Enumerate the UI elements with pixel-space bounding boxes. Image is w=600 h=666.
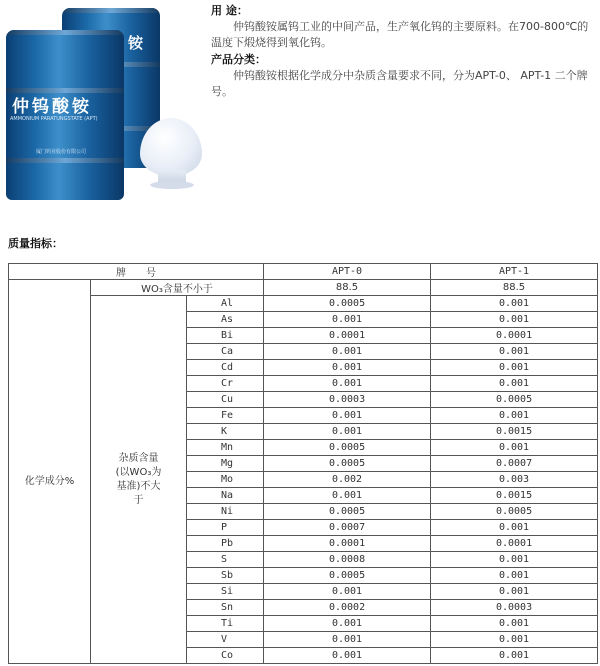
element-symbol: Mn	[187, 440, 264, 456]
element-symbol: Cd	[187, 360, 264, 376]
element-symbol: Ca	[187, 344, 264, 360]
apt0-value: 0.001	[264, 488, 431, 504]
element-symbol: S	[187, 552, 264, 568]
apt0-value: 0.0002	[264, 600, 431, 616]
apt0-value: 0.001	[264, 424, 431, 440]
element-symbol: As	[187, 312, 264, 328]
element-symbol: Ti	[187, 616, 264, 632]
element-symbol: Bi	[187, 328, 264, 344]
apt1-value: 0.001	[431, 616, 598, 632]
apt1-value: 0.001	[431, 296, 598, 312]
apt0-value: 0.001	[264, 312, 431, 328]
apt1-value: 0.0005	[431, 504, 598, 520]
apt1-value: 0.001	[431, 584, 598, 600]
wo3-apt0: 88.5	[264, 280, 431, 296]
wo3-row	[9, 280, 598, 296]
apt0-value: 0.0008	[264, 552, 431, 568]
apt1-value: 0.0015	[431, 424, 598, 440]
element-symbol: Na	[187, 488, 264, 504]
apt1-value: 0.001	[431, 312, 598, 328]
apt1-value: 0.001	[431, 632, 598, 648]
apt0-value: 0.0007	[264, 520, 431, 536]
powder-sample	[140, 118, 202, 176]
apt1-value: 0.001	[431, 408, 598, 424]
grade-header: 牌 号	[9, 264, 264, 280]
element-symbol: Al	[187, 296, 264, 312]
apt0-value: 0.0003	[264, 392, 431, 408]
wo3-apt1: 88.5	[431, 280, 598, 296]
barrel-english: AMMONIUM PARATUNGSTATE (APT)	[10, 116, 98, 122]
barrel-label: 仲钨酸铵	[12, 97, 92, 117]
apt0-value: 0.001	[264, 632, 431, 648]
quality-title: 质量指标：	[8, 237, 63, 250]
apt0-value: 0.001	[264, 344, 431, 360]
apt0-value: 0.0005	[264, 296, 431, 312]
element-symbol: V	[187, 632, 264, 648]
category-heading: 产品分类：	[211, 53, 266, 66]
element-symbol: Mg	[187, 456, 264, 472]
apt0-value: 0.0001	[264, 536, 431, 552]
element-symbol: K	[187, 424, 264, 440]
element-symbol: Co	[187, 648, 264, 664]
front-barrel	[6, 30, 124, 200]
apt0-value: 0.001	[264, 584, 431, 600]
apt1-value: 0.0005	[431, 392, 598, 408]
element-symbol: Si	[187, 584, 264, 600]
apt0-value: 0.001	[264, 360, 431, 376]
back-barrel-label: 铵	[128, 34, 144, 52]
apt1-value: 0.0003	[431, 600, 598, 616]
apt1-value: 0.001	[431, 648, 598, 664]
apt1-value: 0.0001	[431, 328, 598, 344]
barrel-company: 厦门钨业股份有限公司	[36, 149, 87, 155]
apt0-value: 0.0005	[264, 568, 431, 584]
apt0-value: 0.0005	[264, 440, 431, 456]
element-symbol: Mo	[187, 472, 264, 488]
apt1-value: 0.001	[431, 376, 598, 392]
element-symbol: Cr	[187, 376, 264, 392]
product-photo	[0, 0, 205, 205]
apt1-value: 0.001	[431, 440, 598, 456]
element-symbol: Cu	[187, 392, 264, 408]
usage-text: 仲钨酸铵属钨工业的中间产品，生产氧化钨的主要原料。在700-800℃的温度下煅烧得到氧化钨。	[211, 20, 589, 49]
apt1-value: 0.0001	[431, 536, 598, 552]
apt0-value: 0.0001	[264, 328, 431, 344]
apt0-value: 0.001	[264, 408, 431, 424]
category-text: 仲钨酸铵根据化学成分中杂质含量要求不同，分为APT-0、 APT-1 二个牌号。	[211, 69, 588, 98]
impurity-label: 杂质含量(以WO₃为基准)不大于	[91, 296, 187, 664]
apt1-value: 0.001	[431, 344, 598, 360]
product-description	[211, 3, 595, 100]
grade-row	[9, 264, 598, 280]
apt1-value: 0.0015	[431, 488, 598, 504]
spec-table	[8, 263, 598, 664]
apt1-value: 0.001	[431, 568, 598, 584]
apt1-value: 0.0007	[431, 456, 598, 472]
apt1-value: 0.001	[431, 520, 598, 536]
chem-composition-label: 化学成分%	[9, 296, 91, 664]
apt0-value: 0.0005	[264, 504, 431, 520]
element-symbol: Ni	[187, 504, 264, 520]
apt0-value: 0.001	[264, 376, 431, 392]
wo3-label: WO₃含量不小于	[91, 280, 264, 296]
element-symbol: Pb	[187, 536, 264, 552]
apt0-value: 0.002	[264, 472, 431, 488]
grade-apt0: APT-0	[264, 264, 431, 280]
apt0-value: 0.001	[264, 616, 431, 632]
apt1-value: 0.001	[431, 360, 598, 376]
apt1-value: 0.003	[431, 472, 598, 488]
element-symbol: P	[187, 520, 264, 536]
grade-apt1: APT-1	[431, 264, 598, 280]
element-symbol: Sb	[187, 568, 264, 584]
apt1-value: 0.001	[431, 552, 598, 568]
element-symbol: Sn	[187, 600, 264, 616]
apt0-value: 0.001	[264, 648, 431, 664]
impurity-row	[9, 296, 598, 312]
element-symbol: Fe	[187, 408, 264, 424]
usage-heading: 用 途：	[211, 4, 248, 17]
apt0-value: 0.0005	[264, 456, 431, 472]
